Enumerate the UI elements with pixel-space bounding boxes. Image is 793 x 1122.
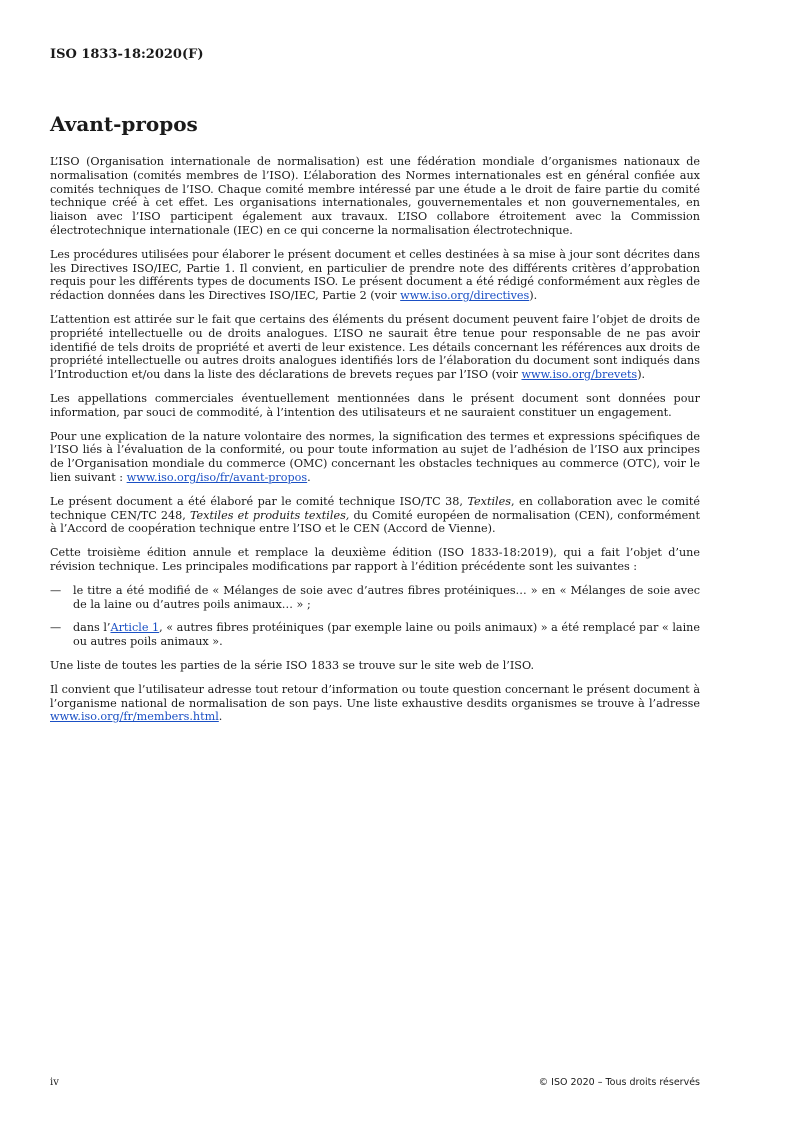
patents-link[interactable]: www.iso.org/brevets [521, 368, 638, 382]
committee-name-italic: Textiles [467, 494, 511, 508]
paragraph-text: , en collaboration avec le comité technique CEN/TC 248, [50, 494, 700, 522]
paragraph-voluntary-nature [50, 430, 700, 485]
directives-link[interactable]: www.iso.org/directives [400, 289, 530, 303]
paragraph-text: Les procédures utilisées pour élaborer le présent document et celles destinées à sa mise à jour sont décrites dans les Directives ISO/IEC, Partie 1. Il convient, en particulier de prendre note des différents critères d’approbation requis pour les différents types de documents ISO. Le présent document a été rédigé conformément aux règles de rédaction données dans les Directives ISO/IEC, Partie 2 (voir [50, 247, 700, 303]
paragraph-end: . [307, 470, 311, 484]
paragraph-text: Pour une explication de la nature volontaire des normes, la signification des termes et expressions spécifiques de l’ISO liés à l’évaluation de la conformité, ou pour toute information au sujet de l’adhésion de l’ISO aux principes de l’Organisation mondiale du commerce (OMC) concernant les obstacles techniques au commerce (OTC), voir le lien suivant : [50, 429, 700, 484]
paragraph-patents [50, 313, 700, 382]
list-item-text: le titre a été modifié de « Mélanges de soie avec d’autres fibres protéiniques… » en « Mélanges de soie avec de la laine ou d’autres poils animaux… » ; [73, 583, 700, 611]
list-item-post: , « autres fibres protéiniques (par exemple laine ou poils animaux) » a été remplacé par « laine ou autres poils animaux ». [73, 621, 700, 649]
list-item [50, 584, 700, 612]
paragraph-iso-intro: L’ISO (Organisation internationale de normalisation) est une fédération mondiale d’organismes nationaux de normalisation (comités membres de l’ISO). L’élaboration des Normes internationales est en général confiée aux comités techniques de l’ISO. Chaque comité membre intéressé par une étude a le droit de faire partie du comité technique créé à cet effet. Les organisations internationales, gouvernementales et non gouvernementales, en liaison avec l’ISO participent également aux travaux. L’ISO collabore étroitement avec la Commission électrotechnique internationale (IEC) en ce qui concerne la normalisation électrotechnique. [50, 155, 700, 237]
foreword-link[interactable]: www.iso.org/iso/fr/avant-propos [126, 470, 308, 484]
list-item-pre: dans l’ [73, 621, 111, 635]
paragraph-text: Le présent document a été élaboré par le comité technique ISO/TC 38, [50, 494, 468, 508]
page-title: Avant-propos [50, 112, 198, 136]
dash-bullet: — [50, 621, 62, 635]
paragraph-series-parts: Une liste de toutes les parties de la série ISO 1833 se trouve sur le site web de l’ISO. [50, 658, 535, 672]
members-link[interactable]: www.iso.org/fr/members.html [50, 710, 219, 724]
paragraph-text: Il convient que l’utilisateur adresse tout retour d’information ou toute question concernant le présent document à l’organisme national de normalisation de son pays. Une liste exhaustive desdits organismes se trouve à l’adresse [50, 682, 700, 710]
document-id: ISO 1833-18:2020(F) [50, 47, 204, 62]
paragraph-text: du Comité européen de normalisation (CEN), conformément à l’Accord de coopération technique entre l’ISO et le CEN (Accord de Vienne). [50, 508, 701, 536]
paragraph-end: . [218, 710, 223, 724]
paragraph-committee [50, 495, 700, 536]
paragraph-end: ). [529, 289, 538, 303]
list-item [50, 621, 700, 649]
dash-bullet: — [50, 583, 62, 597]
paragraph-feedback [50, 683, 700, 724]
page-number: iv [50, 1077, 59, 1088]
article-1-link[interactable]: Article 1 [110, 621, 160, 635]
paragraph-procedures [50, 248, 700, 303]
committee-name-italic: Textiles et produits textiles, [189, 508, 350, 522]
paragraph-edition: Cette troisième édition annule et remplace la deuxième édition (ISO 1833-18:2019), qui a fait l’objet d’une révision technique. Les principales modifications par rapport à l’édition précédente sont les suivantes : [50, 546, 700, 573]
list-item-text [73, 621, 700, 649]
paragraph-text: L’attention est attirée sur le fait que certains des éléments du présent document peuvent faire l’objet de droits de propriété intellectuelle ou de droits analogues. L’ISO ne saurait être tenue pour responsable de ne pas avoir identifié de tels droits de propriété et averti de leur existence. Les détails concernant les références aux droits de propriété intellectuelle ou autres droits analogues identifiés lors de l’élaboration du document sont indiqués dans l’Introduction et/ou dans la liste des déclarations de brevets reçues par l’ISO (voir [50, 312, 700, 382]
foreword-body [50, 155, 700, 734]
copyright-notice: © ISO 2020 – Tous droits réservés [538, 1077, 700, 1088]
paragraph-trade-names: Les appellations commerciales éventuellement mentionnées dans le présent document sont données pour information, par souci de commodité, à l’intention des utilisateurs et ne sauraient constituer un engagement. [50, 391, 700, 419]
paragraph-end: ). [637, 368, 646, 382]
